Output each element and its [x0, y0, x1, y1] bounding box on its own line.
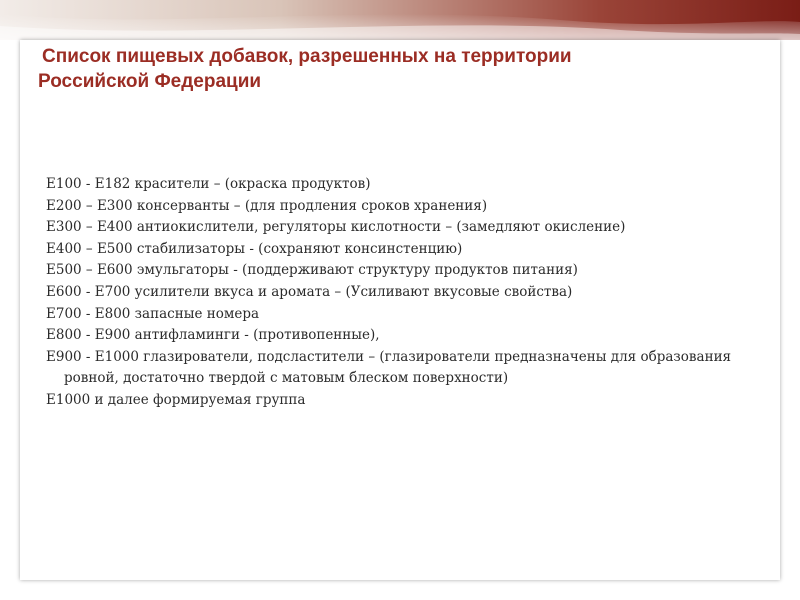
slide-title — [38, 44, 738, 94]
header-banner — [0, 0, 800, 40]
list-item: Е300 – Е400 антиокислители, регуляторы кислотности – (замедляют окисление) — [46, 219, 626, 236]
list-item: Е500 – Е600 эмульгаторы - (поддерживают структуру продуктов питания) — [46, 262, 578, 279]
list-item: Е800 - Е900 антифламинги - (противопенные), — [46, 327, 380, 344]
list-item: Е1000 и далее формируемая группа — [46, 391, 306, 408]
list-item: Е100 - Е182 красители – (окраска продуктов) — [46, 176, 371, 192]
list-item: Е400 – Е500 стабилизаторы - (сохраняют консинстенцию) — [46, 240, 463, 257]
slide-title-line: Список пищевых добавок, разрешенных на территории — [42, 46, 572, 67]
additive-list — [46, 174, 746, 412]
list-item: Е900 - Е1000 глазирователи, подсластители – (глазирователи предназначены для образования ровной, достаточно твердой с матовым блеском поверхности) — [46, 348, 732, 387]
list-item: Е200 – Е300 консерванты – (для продления сроков хранения) — [46, 197, 488, 214]
list-item: Е600 - Е700 усилители вкуса и аромата – (Усиливают вкусовые свойства) — [46, 283, 573, 300]
list-item: Е700 - Е800 запасные номера — [46, 305, 260, 322]
slide-title-line: Российской Федерации — [38, 71, 262, 92]
